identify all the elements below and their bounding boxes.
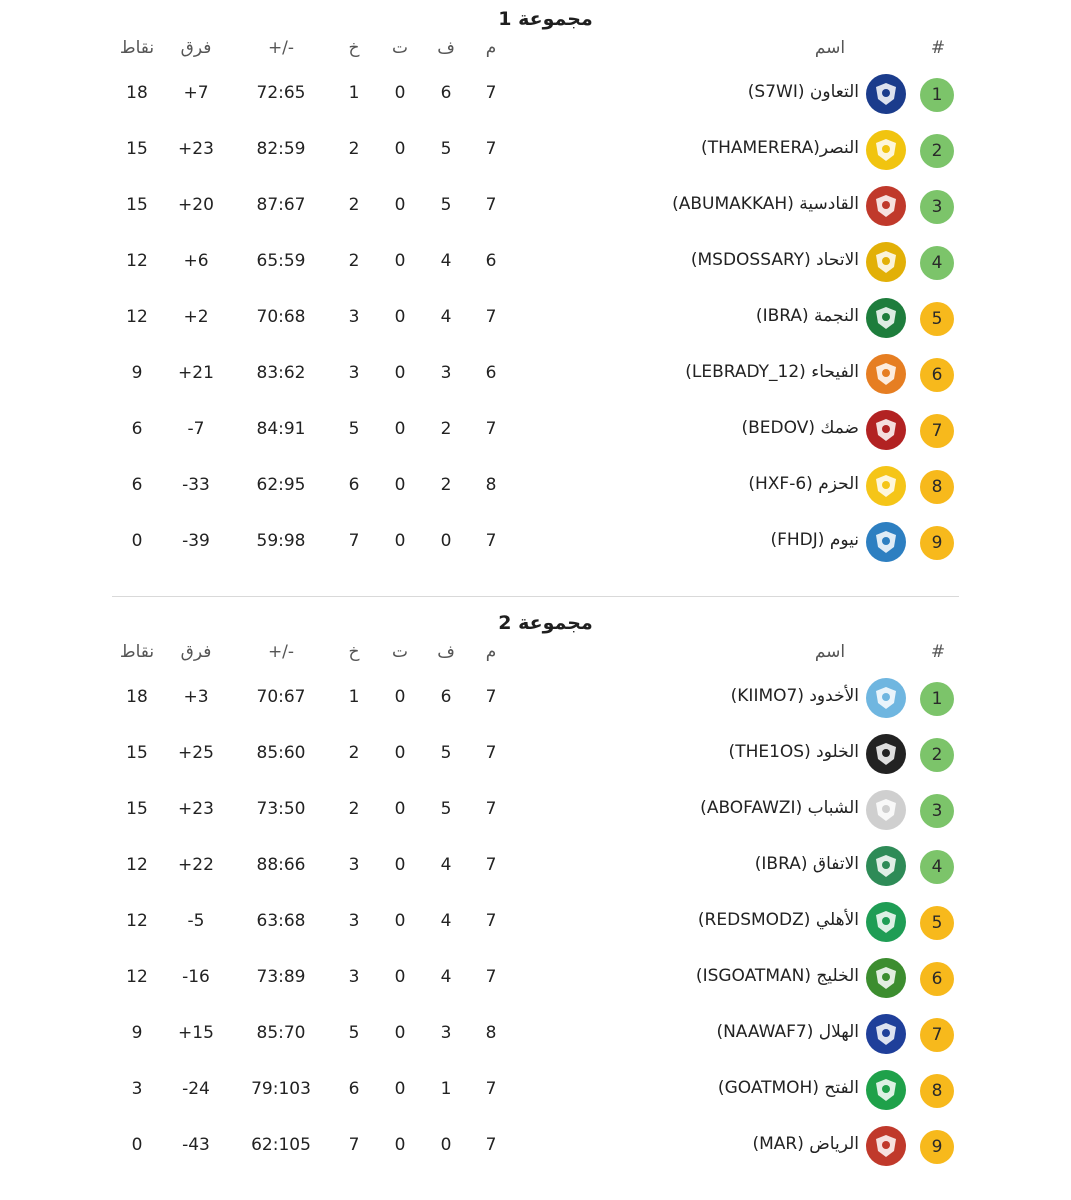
won-cell: 4 bbox=[440, 911, 452, 931]
table-row[interactable] bbox=[0, 514, 1071, 570]
header-won: ف bbox=[437, 38, 455, 58]
drawn-cell: 0 bbox=[394, 531, 406, 551]
played-cell: 7 bbox=[485, 743, 497, 763]
shabab-logo bbox=[866, 790, 906, 830]
team-name[interactable]: النجمة (IBRA) bbox=[755, 306, 859, 326]
points-cell: 15 bbox=[126, 799, 148, 819]
lost-cell: 3 bbox=[348, 307, 360, 327]
points-cell: 18 bbox=[126, 83, 148, 103]
rank-badge: 1 bbox=[920, 682, 954, 716]
kholood-logo bbox=[866, 734, 906, 774]
drawn-cell: 0 bbox=[394, 743, 406, 763]
drawn-cell: 0 bbox=[394, 855, 406, 875]
won-cell: 0 bbox=[440, 1135, 452, 1155]
won-cell: 5 bbox=[440, 743, 452, 763]
table-row[interactable] bbox=[0, 122, 1071, 178]
diff-cell: +25 bbox=[178, 743, 214, 763]
drawn-cell: 0 bbox=[394, 139, 406, 159]
header-points: نقاط bbox=[119, 642, 155, 662]
hazem-logo bbox=[866, 466, 906, 506]
lost-cell: 5 bbox=[348, 419, 360, 439]
points-cell: 18 bbox=[126, 687, 148, 707]
header-diff: فرق bbox=[180, 642, 212, 662]
diff-cell: +6 bbox=[183, 251, 209, 271]
drawn-cell: 0 bbox=[394, 799, 406, 819]
drawn-cell: 0 bbox=[394, 83, 406, 103]
played-cell: 6 bbox=[485, 363, 497, 383]
won-cell: 2 bbox=[440, 475, 452, 495]
goals-cell: 83:62 bbox=[256, 363, 306, 383]
header-lost: خ bbox=[348, 642, 360, 662]
khaleej-logo bbox=[866, 958, 906, 998]
points-cell: 15 bbox=[126, 743, 148, 763]
points-cell: 9 bbox=[131, 1023, 143, 1043]
won-cell: 3 bbox=[440, 363, 452, 383]
rank-badge: 2 bbox=[920, 738, 954, 772]
damac-logo bbox=[866, 410, 906, 450]
played-cell: 7 bbox=[485, 83, 497, 103]
drawn-cell: 0 bbox=[394, 475, 406, 495]
lost-cell: 6 bbox=[348, 1079, 360, 1099]
table-row[interactable] bbox=[0, 234, 1071, 290]
fayha-logo bbox=[866, 354, 906, 394]
diff-cell: +23 bbox=[178, 139, 214, 159]
drawn-cell: 0 bbox=[394, 1135, 406, 1155]
team-name[interactable]: الخلود (THE1OS) bbox=[728, 742, 859, 762]
goals-cell: 65:59 bbox=[256, 251, 306, 271]
diff-cell: -16 bbox=[182, 967, 210, 987]
goals-cell: 82:59 bbox=[256, 139, 306, 159]
header-rank: # bbox=[930, 642, 946, 662]
lost-cell: 1 bbox=[348, 83, 360, 103]
drawn-cell: 0 bbox=[394, 251, 406, 271]
table-row[interactable] bbox=[0, 1062, 1071, 1118]
points-cell: 9 bbox=[131, 363, 143, 383]
points-cell: 12 bbox=[126, 307, 148, 327]
played-cell: 7 bbox=[485, 687, 497, 707]
played-cell: 8 bbox=[485, 475, 497, 495]
diff-cell: +21 bbox=[178, 363, 214, 383]
goals-cell: 79:103 bbox=[251, 1079, 311, 1099]
najma-logo bbox=[866, 298, 906, 338]
goals-cell: 63:68 bbox=[256, 911, 306, 931]
nassr-logo bbox=[866, 130, 906, 170]
goals-cell: 70:68 bbox=[256, 307, 306, 327]
goals-cell: 85:60 bbox=[256, 743, 306, 763]
won-cell: 1 bbox=[440, 1079, 452, 1099]
header-played: م bbox=[485, 642, 497, 662]
played-cell: 7 bbox=[485, 799, 497, 819]
team-name[interactable]: الاتحاد (MSDOSSARY) bbox=[690, 250, 859, 270]
rank-badge: 1 bbox=[920, 78, 954, 112]
header-rank: # bbox=[930, 38, 946, 58]
table-row[interactable] bbox=[0, 1118, 1071, 1174]
won-cell: 6 bbox=[440, 687, 452, 707]
riyadh-logo bbox=[866, 1126, 906, 1166]
header-diff: فرق bbox=[180, 38, 212, 58]
points-cell: 12 bbox=[126, 911, 148, 931]
won-cell: 5 bbox=[440, 799, 452, 819]
won-cell: 3 bbox=[440, 1023, 452, 1043]
team-name[interactable]: الاتفاق (IBRA) bbox=[754, 854, 859, 874]
table-row[interactable] bbox=[0, 782, 1071, 838]
points-cell: 12 bbox=[126, 967, 148, 987]
lost-cell: 2 bbox=[348, 139, 360, 159]
table-row[interactable] bbox=[0, 894, 1071, 950]
table-row[interactable] bbox=[0, 458, 1071, 514]
rank-badge: 6 bbox=[920, 962, 954, 996]
won-cell: 4 bbox=[440, 855, 452, 875]
header-name: اسم bbox=[814, 38, 846, 58]
ettifaq-logo bbox=[866, 846, 906, 886]
diff-cell: +23 bbox=[178, 799, 214, 819]
team-name[interactable]: الشباب (ABOFAWZI) bbox=[700, 798, 859, 818]
header-lost: خ bbox=[348, 38, 360, 58]
goals-cell: 84:91 bbox=[256, 419, 306, 439]
lost-cell: 2 bbox=[348, 743, 360, 763]
lost-cell: 7 bbox=[348, 531, 360, 551]
fateh-logo bbox=[866, 1070, 906, 1110]
points-cell: 15 bbox=[126, 195, 148, 215]
header-won: ف bbox=[437, 642, 455, 662]
diff-cell: +7 bbox=[183, 83, 209, 103]
lost-cell: 2 bbox=[348, 195, 360, 215]
rank-badge: 3 bbox=[920, 794, 954, 828]
won-cell: 6 bbox=[440, 83, 452, 103]
played-cell: 7 bbox=[485, 911, 497, 931]
rank-badge: 2 bbox=[920, 134, 954, 168]
won-cell: 4 bbox=[440, 307, 452, 327]
lost-cell: 2 bbox=[348, 799, 360, 819]
hilal-logo bbox=[866, 1014, 906, 1054]
goals-cell: 73:89 bbox=[256, 967, 306, 987]
team-name[interactable]: الرياض (MAR) bbox=[752, 1134, 859, 1154]
table-row[interactable] bbox=[0, 290, 1071, 346]
team-name[interactable]: الأهلي (REDSMODZ) bbox=[697, 910, 859, 930]
rank-badge: 4 bbox=[920, 246, 954, 280]
neom-logo bbox=[866, 522, 906, 562]
rank-badge: 5 bbox=[920, 302, 954, 336]
drawn-cell: 0 bbox=[394, 1023, 406, 1043]
won-cell: 0 bbox=[440, 531, 452, 551]
diff-cell: -7 bbox=[187, 419, 205, 439]
taawoun-logo bbox=[866, 74, 906, 114]
played-cell: 7 bbox=[485, 195, 497, 215]
rank-badge: 4 bbox=[920, 850, 954, 884]
played-cell: 8 bbox=[485, 1023, 497, 1043]
points-cell: 0 bbox=[131, 1135, 143, 1155]
drawn-cell: 0 bbox=[394, 195, 406, 215]
won-cell: 2 bbox=[440, 419, 452, 439]
goals-cell: 88:66 bbox=[256, 855, 306, 875]
points-cell: 12 bbox=[126, 855, 148, 875]
points-cell: 3 bbox=[131, 1079, 143, 1099]
rank-badge: 9 bbox=[920, 526, 954, 560]
played-cell: 7 bbox=[485, 531, 497, 551]
team-name[interactable]: الهلال (NAAWAF7) bbox=[716, 1022, 859, 1042]
header-drawn: ت bbox=[391, 642, 408, 662]
header-goals: +/- bbox=[267, 642, 295, 662]
points-cell: 15 bbox=[126, 139, 148, 159]
diff-cell: -33 bbox=[182, 475, 210, 495]
played-cell: 7 bbox=[485, 855, 497, 875]
drawn-cell: 0 bbox=[394, 419, 406, 439]
played-cell: 7 bbox=[485, 419, 497, 439]
played-cell: 7 bbox=[485, 1135, 497, 1155]
points-cell: 0 bbox=[131, 531, 143, 551]
team-name[interactable]: الأخدود (KIIMO7) bbox=[730, 686, 859, 706]
ittihad-logo bbox=[866, 242, 906, 282]
diff-cell: -5 bbox=[187, 911, 205, 931]
okhdood-logo bbox=[866, 678, 906, 718]
table-row[interactable] bbox=[0, 838, 1071, 894]
lost-cell: 5 bbox=[348, 1023, 360, 1043]
rank-badge: 3 bbox=[920, 190, 954, 224]
drawn-cell: 0 bbox=[394, 363, 406, 383]
lost-cell: 1 bbox=[348, 687, 360, 707]
goals-cell: 62:95 bbox=[256, 475, 306, 495]
drawn-cell: 0 bbox=[394, 911, 406, 931]
goals-cell: 87:67 bbox=[256, 195, 306, 215]
drawn-cell: 0 bbox=[394, 967, 406, 987]
diff-cell: +2 bbox=[183, 307, 209, 327]
goals-cell: 85:70 bbox=[256, 1023, 306, 1043]
team-name[interactable]: الخليج (ISGOATMAN) bbox=[695, 966, 859, 986]
team-name[interactable]: النصر(THAMERERA) bbox=[701, 138, 859, 158]
diff-cell: -39 bbox=[182, 531, 210, 551]
table-row[interactable] bbox=[0, 402, 1071, 458]
team-name[interactable]: الفتح (GOATMOH) bbox=[717, 1078, 859, 1098]
rank-badge: 8 bbox=[920, 1074, 954, 1108]
table-row[interactable] bbox=[0, 1006, 1071, 1062]
played-cell: 7 bbox=[485, 967, 497, 987]
group-title: مجموعة 2 bbox=[498, 612, 593, 634]
team-name[interactable]: التعاون (S7WI) bbox=[747, 82, 859, 102]
header-goals: +/- bbox=[267, 38, 295, 58]
played-cell: 7 bbox=[485, 1079, 497, 1099]
won-cell: 5 bbox=[440, 139, 452, 159]
drawn-cell: 0 bbox=[394, 1079, 406, 1099]
won-cell: 4 bbox=[440, 251, 452, 271]
goals-cell: 70:67 bbox=[256, 687, 306, 707]
diff-cell: -43 bbox=[182, 1135, 210, 1155]
rank-badge: 7 bbox=[920, 1018, 954, 1052]
table-row[interactable] bbox=[0, 950, 1071, 1006]
lost-cell: 3 bbox=[348, 855, 360, 875]
table-row[interactable] bbox=[0, 66, 1071, 122]
drawn-cell: 0 bbox=[394, 307, 406, 327]
points-cell: 12 bbox=[126, 251, 148, 271]
lost-cell: 6 bbox=[348, 475, 360, 495]
lost-cell: 7 bbox=[348, 1135, 360, 1155]
rank-badge: 5 bbox=[920, 906, 954, 940]
goals-cell: 73:50 bbox=[256, 799, 306, 819]
rank-badge: 7 bbox=[920, 414, 954, 448]
header-name: اسم bbox=[814, 642, 846, 662]
diff-cell: +22 bbox=[178, 855, 214, 875]
group-divider bbox=[112, 596, 959, 597]
qadsiah-logo bbox=[866, 186, 906, 226]
header-drawn: ت bbox=[391, 38, 408, 58]
lost-cell: 3 bbox=[348, 911, 360, 931]
diff-cell: +20 bbox=[178, 195, 214, 215]
diff-cell: -24 bbox=[182, 1079, 210, 1099]
won-cell: 5 bbox=[440, 195, 452, 215]
team-name[interactable]: الحزم (HXF-6) bbox=[748, 474, 859, 494]
played-cell: 7 bbox=[485, 139, 497, 159]
won-cell: 4 bbox=[440, 967, 452, 987]
rank-badge: 8 bbox=[920, 470, 954, 504]
team-name[interactable]: ضمك (BEDOV) bbox=[741, 418, 859, 438]
table-row[interactable] bbox=[0, 178, 1071, 234]
points-cell: 6 bbox=[131, 419, 143, 439]
drawn-cell: 0 bbox=[394, 687, 406, 707]
table-row[interactable] bbox=[0, 346, 1071, 402]
team-name[interactable]: نيوم (FHDJ) bbox=[770, 530, 859, 550]
header-points: نقاط bbox=[119, 38, 155, 58]
lost-cell: 2 bbox=[348, 251, 360, 271]
played-cell: 6 bbox=[485, 251, 497, 271]
goals-cell: 62:105 bbox=[251, 1135, 311, 1155]
played-cell: 7 bbox=[485, 307, 497, 327]
lost-cell: 3 bbox=[348, 967, 360, 987]
rank-badge: 6 bbox=[920, 358, 954, 392]
rank-badge: 9 bbox=[920, 1130, 954, 1164]
header-played: م bbox=[485, 38, 497, 58]
lost-cell: 3 bbox=[348, 363, 360, 383]
team-name[interactable]: الفيحاء (LEBRADY_12) bbox=[685, 362, 859, 382]
table-row[interactable] bbox=[0, 726, 1071, 782]
goals-cell: 72:65 bbox=[256, 83, 306, 103]
ahli-logo bbox=[866, 902, 906, 942]
points-cell: 6 bbox=[131, 475, 143, 495]
table-row[interactable] bbox=[0, 670, 1071, 726]
goals-cell: 59:98 bbox=[256, 531, 306, 551]
group-title: مجموعة 1 bbox=[498, 8, 593, 30]
diff-cell: +15 bbox=[178, 1023, 214, 1043]
team-name[interactable]: القادسية (ABUMAKKAH) bbox=[672, 194, 859, 214]
diff-cell: +3 bbox=[183, 687, 209, 707]
